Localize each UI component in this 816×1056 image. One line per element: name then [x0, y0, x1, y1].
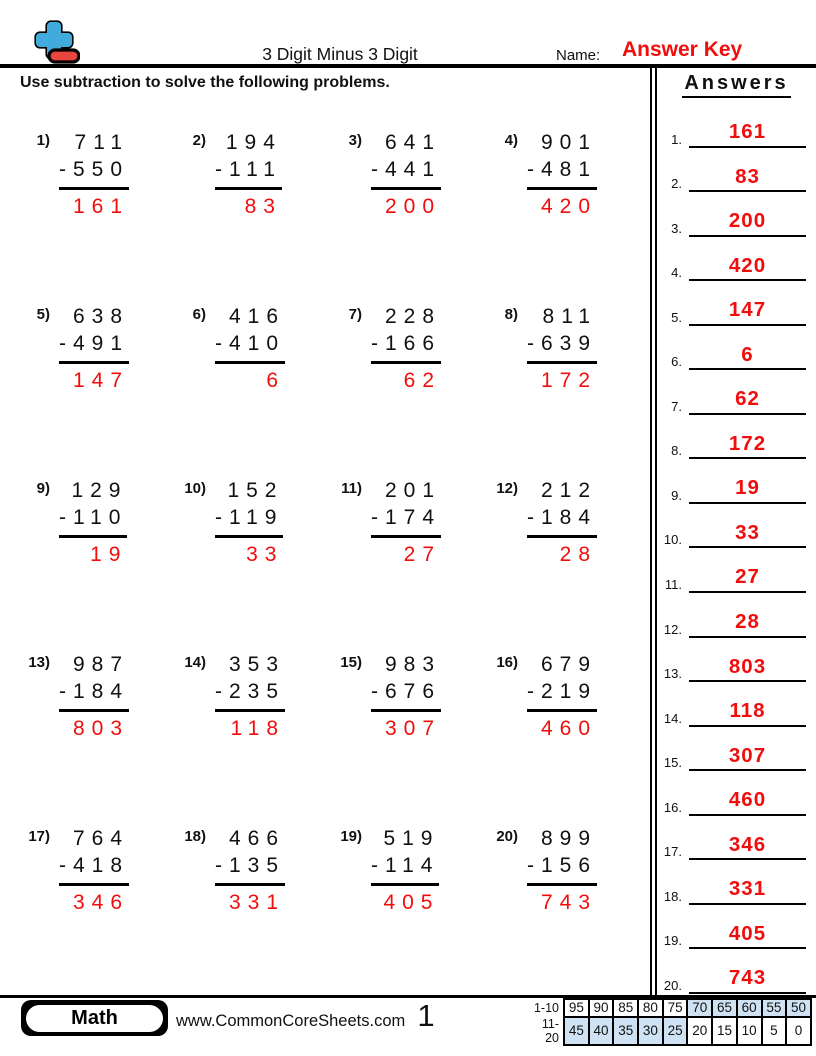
problem-answer: 27 [403, 542, 442, 566]
answer-item [657, 151, 816, 196]
answer-line [689, 477, 806, 504]
answer-item-number: 5. [671, 309, 682, 325]
problem-work [59, 478, 127, 569]
answer-value: 28 [735, 610, 760, 634]
score-cell: 90 [589, 999, 614, 1017]
problem-answer: 33 [246, 542, 284, 566]
problem-work [371, 652, 441, 743]
answer-line [689, 566, 806, 593]
problem-number: 6) [192, 306, 206, 323]
problem-work [215, 652, 285, 743]
answer-item [657, 952, 816, 997]
problem-number: 14) [184, 654, 206, 671]
answer-value: 172 [728, 431, 767, 455]
score-table-body [528, 999, 811, 1045]
problem-answer: 346 [72, 890, 130, 914]
problem-number: 9) [36, 480, 50, 497]
problem [24, 298, 180, 472]
problem-answer: 172 [540, 368, 598, 392]
score-cell: 55 [762, 999, 787, 1017]
problem [180, 646, 336, 820]
problem-work [527, 652, 597, 743]
answer-line [689, 299, 806, 326]
subtrahend: -111 [215, 157, 282, 190]
subject-badge [21, 1000, 168, 1036]
problem [336, 472, 492, 646]
problem [24, 820, 180, 994]
answer-item [657, 418, 816, 463]
answer-line [689, 878, 806, 905]
problem-answer: 6 [266, 368, 286, 392]
answer-item [657, 284, 816, 329]
answer-item [657, 641, 816, 686]
answer-value: 331 [728, 877, 767, 901]
score-row-label: 1-10 [533, 1000, 559, 1015]
answer-value: 33 [735, 520, 760, 544]
problem-work [59, 130, 129, 221]
minuend: 987 [72, 653, 130, 676]
answer-item [657, 551, 816, 596]
answer-item [657, 240, 816, 285]
minuend: 519 [383, 827, 440, 850]
score-cell: 20 [687, 1017, 712, 1045]
answer-value: 118 [729, 699, 766, 723]
answer-item-number: 3. [671, 220, 682, 236]
score-cell: 45 [564, 1017, 589, 1045]
answer-line [689, 923, 806, 950]
answer-item-number: 17. [663, 844, 682, 860]
answers-list [657, 106, 816, 997]
minuend: 201 [384, 479, 442, 502]
problem-answer: 803 [72, 716, 130, 740]
answer-value: 19 [735, 476, 760, 500]
minuend: 466 [228, 827, 286, 850]
problem [492, 472, 648, 646]
problem-work [527, 478, 597, 569]
instruction-text: Use subtraction to solve the following problems. [20, 74, 390, 91]
problem [492, 298, 648, 472]
answers-panel [650, 68, 816, 995]
subtrahend: -639 [527, 331, 597, 364]
answer-item [657, 774, 816, 819]
problem-number: 1) [36, 132, 50, 149]
name-label: Name: [556, 47, 601, 64]
answer-line [689, 656, 806, 683]
score-cell: 60 [737, 999, 762, 1017]
problem-work [59, 826, 129, 917]
answer-item-number: 19. [663, 933, 682, 949]
problem [180, 820, 336, 994]
score-cell: 70 [687, 999, 712, 1017]
answer-item-number: 1. [671, 131, 682, 147]
answer-item-number: 13. [663, 666, 682, 682]
answer-item-number: 12. [663, 621, 682, 637]
problem-work [215, 304, 285, 395]
problem-number: 2) [192, 132, 206, 149]
problem-number: 20) [496, 828, 518, 845]
subject-badge-label: Math [71, 1006, 118, 1029]
answer-item-number: 16. [663, 799, 682, 815]
page-number: 1 [417, 998, 435, 1033]
problem-number: 10) [184, 480, 206, 497]
subtrahend: -410 [215, 331, 285, 364]
subtrahend: -481 [527, 157, 597, 190]
answer-value: 147 [728, 298, 767, 322]
score-row-label: 11-20 [541, 1016, 559, 1045]
problem [492, 124, 648, 298]
problem-work [527, 130, 597, 221]
problem [336, 298, 492, 472]
answer-value: 62 [735, 387, 760, 411]
problem [492, 820, 648, 994]
minuend: 811 [542, 305, 598, 328]
problems-grid [24, 124, 648, 994]
website-url: www.CommonCoreSheets.com [176, 1012, 406, 1030]
minuend: 983 [384, 653, 442, 676]
problem-work [371, 130, 441, 221]
subtrahend: -441 [371, 157, 441, 190]
minuend: 901 [540, 131, 598, 154]
answer-value: 405 [728, 921, 767, 945]
problem-work [371, 478, 441, 569]
problem-answer: 420 [540, 194, 598, 218]
answer-item-number: 2. [671, 176, 682, 192]
answer-item-number: 9. [671, 487, 682, 503]
score-cell: 15 [712, 1017, 737, 1045]
problem-answer: 200 [384, 194, 442, 218]
score-cell: 5 [762, 1017, 787, 1045]
subtrahend: -676 [371, 679, 441, 712]
problem-number: 3) [348, 132, 362, 149]
problem-answer: 460 [540, 716, 598, 740]
subtrahend: -114 [371, 853, 439, 886]
worksheet-title: 3 Digit Minus 3 Digit [262, 44, 418, 64]
problem-answer: 307 [384, 716, 442, 740]
answer-line [689, 745, 806, 772]
score-row [528, 1017, 811, 1045]
answer-item-number: 8. [671, 443, 682, 459]
score-cell: 30 [638, 1017, 663, 1045]
footer [0, 995, 816, 1056]
problem [336, 646, 492, 820]
minuend: 711 [74, 131, 130, 154]
answer-line [689, 166, 806, 193]
subtrahend: -119 [215, 505, 283, 538]
minuend: 764 [72, 827, 130, 850]
minuend: 679 [540, 653, 598, 676]
answer-item-number: 7. [671, 398, 682, 414]
problem-number: 5) [36, 306, 50, 323]
problem [336, 124, 492, 298]
subtrahend: -491 [59, 331, 129, 364]
answer-value: 161 [728, 120, 767, 143]
answer-key-text: Answer Key [622, 38, 743, 61]
score-table [528, 998, 812, 1046]
problem [180, 124, 336, 298]
answer-value: 420 [728, 253, 767, 277]
answer-item [657, 596, 816, 641]
answer-item [657, 106, 816, 151]
answer-value: 6 [741, 342, 754, 366]
problem [336, 820, 492, 994]
answer-item [657, 819, 816, 864]
answers-title: Answers [682, 72, 790, 98]
problem-number: 12) [496, 480, 518, 497]
subtrahend: -166 [371, 331, 441, 364]
score-cell: 50 [786, 999, 811, 1017]
answer-item-number: 4. [671, 265, 682, 281]
problem-work [527, 826, 597, 917]
score-cell: 40 [589, 1017, 614, 1045]
answer-line [689, 433, 806, 460]
minuend: 129 [71, 479, 128, 502]
answer-value: 460 [728, 788, 767, 812]
answer-line [689, 255, 806, 282]
problem-number: 18) [184, 828, 206, 845]
score-cell: 10 [737, 1017, 762, 1045]
minuend: 899 [540, 827, 598, 850]
problem [180, 298, 336, 472]
answer-line [689, 834, 806, 861]
problem-number: 4) [504, 132, 518, 149]
problem-answer: 62 [403, 368, 442, 392]
subtrahend: -184 [59, 679, 129, 712]
answer-item [657, 507, 816, 552]
subtrahend: -156 [527, 853, 597, 886]
problem-answer: 331 [228, 890, 286, 914]
problem-number: 19) [340, 828, 362, 845]
minuend: 212 [540, 479, 598, 502]
minuend: 641 [384, 131, 442, 154]
answer-item-number: 18. [663, 888, 682, 904]
problem-work [59, 652, 129, 743]
problem [180, 472, 336, 646]
answer-item [657, 685, 816, 730]
problem [492, 646, 648, 820]
problem-answer: 405 [383, 890, 440, 914]
problem-number: 13) [28, 654, 50, 671]
problem-answer: 19 [90, 542, 128, 566]
answer-line [689, 700, 806, 727]
answer-value: 803 [728, 654, 767, 678]
subtrahend: -110 [59, 505, 127, 538]
minuend: 638 [72, 305, 130, 328]
problem-number: 11) [341, 480, 362, 497]
answer-item [657, 863, 816, 908]
problem-answer: 743 [540, 890, 598, 914]
problem-answer: 118 [230, 716, 286, 740]
answer-value: 200 [728, 209, 767, 233]
answer-value: 743 [728, 966, 767, 990]
subtrahend: -219 [527, 679, 597, 712]
subtrahend: -184 [527, 505, 597, 538]
answer-value: 27 [735, 565, 760, 589]
answer-item-number: 6. [671, 354, 682, 370]
answer-line [689, 344, 806, 371]
score-cell: 85 [613, 999, 638, 1017]
answer-item [657, 462, 816, 507]
answer-item [657, 908, 816, 953]
score-cell: 0 [786, 1017, 811, 1045]
problem-number: 8) [504, 306, 518, 323]
subtrahend: -235 [215, 679, 285, 712]
answer-value: 83 [735, 164, 760, 188]
problem-answer: 161 [72, 194, 130, 218]
minuend: 416 [228, 305, 286, 328]
minuend: 228 [384, 305, 442, 328]
score-cell: 80 [638, 999, 663, 1017]
problem-answer: 28 [559, 542, 598, 566]
answer-item [657, 195, 816, 240]
answer-item-number: 11. [664, 577, 682, 593]
score-cell: 25 [663, 1017, 688, 1045]
problem [24, 472, 180, 646]
subtrahend: -174 [371, 505, 441, 538]
problem-work [215, 130, 282, 221]
problem-number: 15) [340, 654, 362, 671]
score-cell: 75 [663, 999, 688, 1017]
answer-value: 346 [728, 832, 767, 856]
answer-line [689, 121, 806, 148]
problem-number: 16) [496, 654, 518, 671]
subtrahend: -135 [215, 853, 285, 886]
answer-line [689, 789, 806, 816]
answer-item-number: 10. [663, 532, 682, 548]
answer-value: 307 [728, 743, 767, 767]
answer-item-number: 15. [663, 755, 682, 771]
score-cell: 35 [613, 1017, 638, 1045]
problem-work [59, 304, 129, 395]
answer-line [689, 388, 806, 415]
subtrahend: -550 [59, 157, 129, 190]
answer-item-number: 20. [663, 977, 682, 993]
problem-number: 17) [28, 828, 50, 845]
score-row [528, 999, 811, 1017]
answer-item [657, 329, 816, 374]
subtrahend: -418 [59, 853, 129, 886]
problem-number: 7) [348, 306, 362, 323]
answer-line [689, 611, 806, 638]
score-cell: 95 [564, 999, 589, 1017]
minuend: 152 [227, 479, 284, 502]
problem-answer: 83 [244, 194, 282, 218]
answer-line [689, 522, 806, 549]
score-cell: 65 [712, 999, 737, 1017]
problem-work [215, 826, 285, 917]
problem-work [371, 826, 439, 917]
problem [24, 124, 180, 298]
answer-item-number: 14. [663, 710, 682, 726]
minuend: 194 [225, 131, 282, 154]
problem [24, 646, 180, 820]
answer-item [657, 373, 816, 418]
answer-line [689, 967, 806, 994]
minuend: 353 [228, 653, 286, 676]
problem-answer: 147 [72, 368, 130, 392]
problem-work [371, 304, 441, 395]
answer-item [657, 730, 816, 775]
problem-work [215, 478, 283, 569]
answer-line [689, 210, 806, 237]
problem-work [527, 304, 597, 395]
